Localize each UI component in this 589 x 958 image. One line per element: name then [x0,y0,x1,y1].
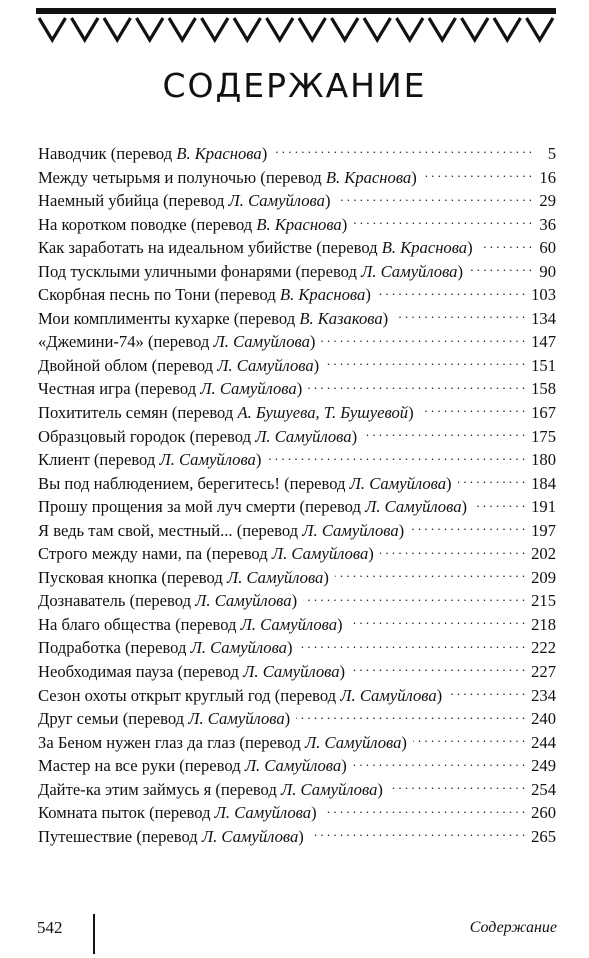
toc-entry-label [38,213,347,237]
toc-entry-label [38,613,343,637]
translation-prefix: (перевод [136,826,202,846]
dot-leader [351,660,525,677]
toc-entry-title: Подработка [38,638,121,658]
toc-entry-translator: Л. Самуйлова [214,803,312,823]
toc-entry-title: Я ведь там свой, местный... [38,520,233,540]
translation-prefix: (перевод [179,756,245,776]
dot-leader [296,708,525,725]
dot-leader [273,142,532,159]
translation-prefix: (перевод [233,308,300,328]
toc-entry [38,825,556,849]
toc-entry [38,425,556,449]
toc-entry [38,707,556,731]
toc-entry [38,213,556,237]
translation-suffix: ) [323,567,329,587]
translation-prefix: (перевод [162,191,229,211]
footer-divider [93,914,95,954]
toc-entry-translator: В. Краснова [176,144,262,163]
toc-entry-label [38,684,442,708]
ornament-tooth [169,18,196,40]
translation-prefix: (перевод [274,685,341,705]
toc-entry [38,236,556,260]
toc-entry-page: 29 [539,191,556,211]
toc-entry [38,660,556,684]
toc-entry-label [38,425,357,449]
toc-entry-translator: В. Казакова [299,308,383,328]
translation-suffix: ) [324,191,331,211]
dot-leader [377,284,525,301]
translation-prefix: (перевод [125,638,191,658]
translation-suffix: ) [368,544,374,564]
toc-entry-translator: Л. Самуйлова [361,261,458,281]
translation-prefix: (перевод [299,497,366,517]
dot-leader [267,449,525,466]
toc-entry-label [38,825,304,849]
toc-entry-title: Дайте-ка этим займусь я [38,779,212,799]
toc-entry [38,801,556,825]
translation-suffix: ) [284,709,291,729]
ornament-tooth [494,18,521,40]
dot-leader [336,190,532,207]
toc-entry [38,731,556,755]
toc-entry [38,354,556,378]
ornament-tooth [104,18,131,40]
dot-leader [353,755,525,772]
toc-entry-page: 16 [539,167,556,187]
translation-suffix: ) [351,426,358,446]
dot-leader [458,472,526,489]
toc-entry-page: 254 [531,779,556,799]
toc-entry [38,307,556,331]
toc-entry-translator: Л. Самуйлова [217,355,314,375]
translation-suffix: ) [411,167,417,187]
dot-leader [323,802,526,819]
translation-suffix: ) [377,779,383,799]
toc-entry-translator: Л. Самуйлова [280,779,378,799]
translation-prefix: (перевод [295,261,362,281]
toc-entry-page: 197 [531,520,556,540]
ornament-tooth [429,18,456,40]
translation-suffix: ) [313,355,320,375]
translation-prefix: (перевод [93,450,160,470]
ornament-tooth [299,18,326,40]
toc-entry-translator: Л. Самуйлова [365,497,462,517]
toc-entry [38,189,556,213]
toc-entry-page: 222 [531,638,556,658]
toc-entry-label [38,660,345,684]
dot-leader [310,825,525,842]
toc-entry-label [38,754,347,778]
dot-leader [413,731,525,748]
toc-entry-label [38,589,297,613]
toc-entry-label [38,448,261,472]
dot-leader [473,496,525,513]
dot-leader [353,213,532,230]
toc-entry-label [38,260,463,284]
toc-entry-title: Похититель семян [38,403,168,423]
ornament-tooth [364,18,391,40]
ornament-tooth [462,18,489,40]
translation-prefix: (перевод [189,426,256,446]
toc-entry-label [38,566,329,590]
translation-prefix: (перевод [134,379,201,399]
toc-entry-label [38,330,315,354]
translation-suffix: ) [311,803,317,823]
translation-prefix: (перевод [110,144,177,163]
toc-entry-title: Мои комплименты кухарке [38,308,230,328]
toc-entry-translator: Л. Самуйлова [188,709,285,729]
toc-entry [38,472,556,496]
translation-suffix: ) [382,308,389,328]
toc-entry-translator: Л. Самуйлова [226,567,324,587]
toc-entry-page: 167 [531,403,556,423]
ornament-tooth [234,18,261,40]
translation-prefix: (перевод [214,285,280,305]
ornament-tooth [39,18,66,40]
toc-entry [38,754,556,778]
toc-entry-title: «Джемини-74» [38,332,144,352]
toc-entry [38,166,556,190]
translation-prefix: (перевод [284,473,350,493]
toc-entry-translator: Л. Самуйлова [349,473,447,493]
toc-entry-label [38,354,319,378]
translation-prefix: (перевод [171,403,238,423]
toc-entry-title: Двойной облом [38,355,148,375]
toc-entry-label [38,731,407,755]
translation-suffix: ) [467,238,473,258]
toc-entry-label [38,801,317,825]
page-number: 542 [37,918,63,937]
toc-entry-page: 158 [531,379,556,399]
toc-entry-translator: А. Бушуева, Т. Бушуевой [237,403,409,423]
translation-suffix: ) [291,591,298,611]
toc-entry-translator: Л. Самуйлова [244,756,342,776]
toc-entry [38,613,556,637]
dot-leader [325,354,525,371]
toc-entry-translator: Л. Самуйлова [255,426,352,446]
toc-entry-label [38,142,267,166]
translation-suffix: ) [309,332,316,352]
toc-entry-title: Мастер на все руки [38,756,176,776]
ornament-tooth [397,18,424,40]
dot-leader [321,331,525,348]
toc-entry-title: Комната пыток [38,803,145,823]
translation-prefix: (перевод [236,520,303,540]
translation-prefix: (перевод [177,662,244,682]
running-head: Содержание [469,919,557,936]
toc-entry-title: Под тусклыми уличными фонарями [38,261,292,281]
toc-entry [38,519,556,543]
toc-entry-page: 147 [531,332,556,352]
ornament-tooth [137,18,164,40]
dot-leader [423,166,532,183]
page-title: СОДЕРЖАНИЕ [162,66,427,105]
toc-entry-title: Друг семьи [38,709,119,729]
translation-suffix: ) [436,685,443,705]
dot-leader [420,401,526,418]
dot-leader [299,637,526,654]
dot-leader [363,425,525,442]
toc-entry-translator: Л. Самуйлова [228,191,325,211]
translation-suffix: ) [341,214,348,234]
toc-entry-translator: Л. Самуйлова [305,732,402,752]
toc-entry-page: 218 [531,614,556,634]
toc-entry-title: Клиент [38,450,90,470]
toc-entry-label [38,495,467,519]
dot-leader [335,566,525,583]
translation-prefix: (перевод [161,567,227,587]
translation-suffix: ) [398,520,405,540]
translation-suffix: ) [461,497,468,517]
toc-entry [38,448,556,472]
ornament-tooth [202,18,229,40]
toc-entry-page: 244 [531,732,556,752]
ornament-tooth [527,18,554,40]
toc-entry-translator: Л. Самуйлова [200,379,297,399]
ornament-tooth [332,18,359,40]
translation-prefix: (перевод [175,614,241,634]
toc-entry-translator: В. Краснова [256,214,342,234]
toc-entry-page: 215 [531,591,556,611]
toc-entry [38,636,556,660]
toc-entry-title: За Беном нужен глаз да глаз [38,732,236,752]
ornament-zigzag [39,18,553,40]
toc-entry-translator: Л. Самуйлова [159,450,256,470]
toc-entry [38,589,556,613]
toc-entry-label [38,542,374,566]
toc-entry-page: 103 [531,285,556,305]
toc-entry-label [38,377,302,401]
toc-entry [38,142,556,166]
dot-leader [303,590,525,607]
dot-leader [394,307,525,324]
toc-entry-page: 240 [531,709,556,729]
toc-entry-label [38,778,383,802]
toc-entry-translator: Л. Самуйлова [271,544,369,564]
toc-entry-page: 249 [531,756,556,776]
translation-suffix: ) [408,403,414,423]
toc-entry-title: Пусковая кнопка [38,567,158,587]
translation-suffix: ) [337,614,343,634]
translation-prefix: (перевод [239,732,305,752]
toc-entry-label [38,283,371,307]
translation-suffix: ) [339,662,346,682]
toc-entry-page: 265 [531,826,556,846]
toc-entry [38,260,556,284]
toc-entry [38,495,556,519]
translation-prefix: (перевод [215,779,281,799]
translation-suffix: ) [401,732,407,752]
toc-entry-label [38,236,473,260]
toc-entry [38,542,556,566]
toc-entry [38,330,556,354]
toc-entry-page: 202 [531,544,556,564]
translation-suffix: ) [298,826,304,846]
toc-entry-translator: В. Краснова [325,167,412,187]
dot-leader [469,260,532,277]
toc-entry-title: Сезон охоты открыт круглый год [38,685,271,705]
toc-entry-page: 134 [531,308,556,328]
translation-prefix: (перевод [122,709,189,729]
toc-entry-title: На коротком поводке [38,214,187,234]
toc-entry-label [38,189,330,213]
translation-suffix: ) [261,144,268,163]
translation-suffix: ) [457,261,464,281]
table-of-contents [38,142,556,848]
toc-entry-translator: Л. Самуйлова [302,520,399,540]
translation-suffix: ) [446,473,452,493]
toc-entry [38,377,556,401]
toc-entry [38,401,556,425]
translation-prefix: (перевод [190,214,257,234]
toc-entry-title: Необходимая пауза [38,662,174,682]
toc-entry-page: 227 [531,662,556,682]
dot-leader [410,519,525,536]
toc-entry-page: 260 [531,803,556,823]
toc-entry-page: 184 [531,473,556,493]
dot-leader [479,237,532,254]
toc-entry-translator: Л. Самуйлова [243,662,340,682]
translation-suffix: ) [296,379,303,399]
toc-entry-label [38,519,404,543]
toc-entry-translator: В. Краснова [279,285,366,305]
toc-entry-translator: Л. Самуйлова [213,332,310,352]
toc-entry-title: Наводчик [38,144,107,163]
toc-entry-page: 175 [531,426,556,446]
toc-entry-title: Наемный убийца [38,191,159,211]
translation-prefix: (перевод [129,591,196,611]
dot-leader [389,778,525,795]
toc-entry [38,684,556,708]
dot-leader [380,543,525,560]
toc-entry-title: Как заработать на идеальном убийстве [38,238,313,258]
toc-entry-page: 60 [539,238,556,258]
translation-suffix: ) [365,285,371,305]
toc-entry-page: 90 [539,261,556,281]
toc-entry-translator: В. Краснова [381,238,468,258]
translation-prefix: (перевод [151,355,218,375]
toc-entry-translator: Л. Самуйлова [190,638,287,658]
translation-prefix: (перевод [316,238,382,258]
dot-leader [308,378,525,395]
toc-entry-translator: Л. Самуйлова [240,614,338,634]
translation-prefix: (перевод [206,544,272,564]
toc-entry-title: Образцовый городок [38,426,186,446]
toc-entry-page: 180 [531,450,556,470]
decorative-ornament-border [36,0,556,62]
translation-suffix: ) [286,638,293,658]
translation-prefix: (перевод [147,332,214,352]
toc-entry-title: Прошу прощения за мой луч смерти [38,497,296,517]
toc-entry-title: Вы под наблюдением, берегитесь! [38,473,280,493]
translation-prefix: (перевод [149,803,215,823]
toc-entry-page: 36 [539,214,556,234]
toc-entry-title: Путешествие [38,826,133,846]
toc-entry [38,566,556,590]
toc-entry-page: 234 [531,685,556,705]
translation-suffix: ) [341,756,347,776]
toc-entry-translator: Л. Самуйлова [201,826,299,846]
dot-leader [349,613,526,630]
page-footer [0,914,589,954]
toc-entry-title: Честная игра [38,379,131,399]
toc-entry-label [38,636,293,660]
toc-entry-translator: Л. Самуйлова [195,591,292,611]
translation-suffix: ) [255,450,262,470]
toc-entry [38,778,556,802]
toc-entry-title: Дознаватель [38,591,126,611]
toc-entry-page: 209 [531,567,556,587]
toc-entry-translator: Л. Самуйлова [340,685,437,705]
translation-prefix: (перевод [260,167,326,187]
toc-entry-title: Строго между нами, па [38,544,203,564]
ornament-tooth [267,18,294,40]
toc-entry-page: 151 [531,355,556,375]
toc-entry-title: Скорбная песнь по Тони [38,285,211,305]
toc-entry-label [38,707,290,731]
toc-entry-label [38,472,452,496]
ornament-top-bar [36,8,556,14]
dot-leader [448,684,525,701]
toc-entry-label [38,401,414,425]
toc-entry [38,283,556,307]
toc-entry-title: Между четырьмя и полуночью [38,167,257,187]
toc-entry-page: 5 [547,144,556,163]
ornament-tooth [72,18,99,40]
toc-entry-label [38,307,388,331]
toc-entry-title: На благо общества [38,614,171,634]
toc-entry-label [38,166,417,190]
toc-entry-page: 191 [531,497,556,517]
